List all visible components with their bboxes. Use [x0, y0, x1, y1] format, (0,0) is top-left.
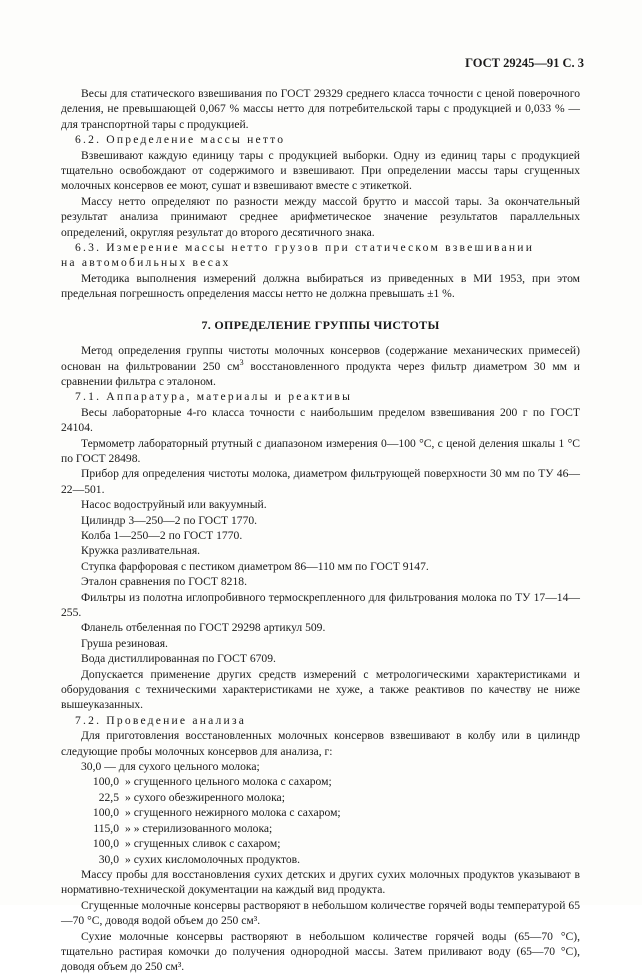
paragraph: Ступка фарфоровая с пестиком диаметром 86—110 мм по ГОСТ 9147.	[81, 559, 429, 573]
paragraph: Для приготовления восстановленных молочных консервов взвешивают в колбу или в цилиндр следующие пробы молочных консервов для анализа, г:	[61, 729, 580, 758]
section-title-7: 7. ОПРЕДЕЛЕНИЕ ГРУППЫ ЧИСТОТЫ	[201, 317, 440, 332]
paragraph: Массу нетто определяют по разности между массой брутто и массой тары. За окончательный результат анализа принимают среднее арифметическое значение результатов параллельных определений, округляя результат до второго десятичного знака.	[61, 194, 580, 239]
subsection-heading-6-3-cont: на автомобильных весах	[61, 256, 231, 270]
paragraph: Взвешивают каждую единицу тары с продукцией выборки. Одну из единиц тары с продукцией тщательно освобождают от содержимого и взвешивают. При определении массы тары сгущенных молочных консервов ее моют, сушат и взвешивают вместе с этикеткой.	[61, 148, 580, 193]
list-item: 115,0 » » стерилизованного молока;	[93, 821, 273, 835]
paragraph: Фильтры из полотна иглопробивного термоскрепленного для фильтрования молока по ТУ 17—14—255.	[61, 590, 580, 619]
paragraph: Термометр лабораторный ртутный с диапазоном измерения 0—100 °С, с ценой деления шкалы 1 °С по ГОСТ 28498.	[61, 436, 580, 465]
paragraph: Вода дистиллированная по ГОСТ 6709.	[81, 652, 276, 666]
list-item: 100,0 » сгущенного нежирного молока с сахаром;	[92, 806, 341, 820]
paragraph: Колба 1—250—2 по ГОСТ 1770.	[81, 528, 243, 542]
paragraph: Массу пробы для восстановления сухих детских и других сухих молочных продуктов указывают в нормативно-технической документации на каждый вид продукта.	[61, 867, 580, 897]
paragraph: Фланель отбеленная по ГОСТ 29298 артикул 509.	[81, 621, 326, 635]
paragraph: Груша резиновая.	[81, 636, 168, 650]
paragraph: Прибор для определения чистоты молока, диаметром фильтрующей поверхности 30 мм по ТУ 46—22—501.	[61, 467, 580, 496]
list-item: 100,0 » сгущенного цельного молока с сахаром;	[92, 775, 332, 789]
list-item: 30,0 » сухих кисломолочных продуктов.	[98, 852, 301, 866]
paragraph: Эталон сравнения по ГОСТ 8218.	[81, 575, 247, 589]
paragraph: Весы лабораторные 4-го класса точности с наибольшим пределом взвешивания 200 г по ГОСТ 24104.	[61, 405, 580, 435]
list-item: 30,0 — для сухого цельного молока;	[81, 760, 260, 774]
paragraph: Допускается применение других средств измерений с метрологическими характеристиками и оборудования с техническими характеристиками не хуже, а также реактивов по качеству не ниже вышеуказанных.	[61, 667, 580, 712]
paragraph: Методика выполнения измерений должна выбираться из приведенных в МИ 1953, при этом предельная погрешность определения массы нетто не должна превышать ±1 %.	[61, 271, 580, 301]
document-body	[61, 86, 580, 975]
paragraph: Метод определения группы чистоты молочных консервов (содержание механических примесей) основан на фильтровании 250 $см^3$ восстановленного продукта через фильтр диаметром 30 мм и сравнении фильтра с эталоном.	[61, 344, 580, 388]
paragraph: Весы для статического взвешивания по ГОСТ 29329 среднего класса точности с ценой поверочного деления, не превышающей 0,067 % массы нетто для потребительской тары с продукцией и 0,033 % — для транспортной тары с продукцией.	[61, 87, 580, 131]
list-item: 22,5 » сухого обезжиренного молока;	[98, 790, 285, 804]
subsection-heading-7-1: 7.1. Аппаратура, материалы и реактивы	[75, 390, 353, 404]
paragraph: Сгущенные молочные консервы растворяют в небольшом количестве горячей воды температурой 65—70 °С, доводя водой объем до 250 см³.	[61, 898, 580, 928]
list-item: 100,0 » сгущенных сливок с сахаром;	[92, 837, 281, 851]
paragraph: Сухие молочные консервы растворяют в небольшом количестве горячей воды (65—70 °С), тщательно растирая комочки до получения однородной массы. Затем приливают воду (65—70 °С), доводя объем до 250 см³.	[61, 929, 580, 974]
page-header: ГОСТ 29245—91 С. 3	[465, 56, 584, 70]
sample-list	[61, 759, 580, 867]
paragraph: Цилиндр 3—250—2 по ГОСТ 1770.	[81, 513, 258, 527]
subsection-heading-6-2: 6.2. Определение массы нетто	[75, 133, 286, 147]
subsection-heading-6-3: 6.3. Измерение массы нетто грузов при статическом взвешивании	[75, 241, 535, 255]
paragraph: Кружка разливательная.	[81, 544, 201, 558]
paragraph: Насос водоструйный или вакуумный.	[81, 498, 267, 512]
subsection-heading-7-2: 7.2. Проведение анализа	[75, 713, 247, 727]
